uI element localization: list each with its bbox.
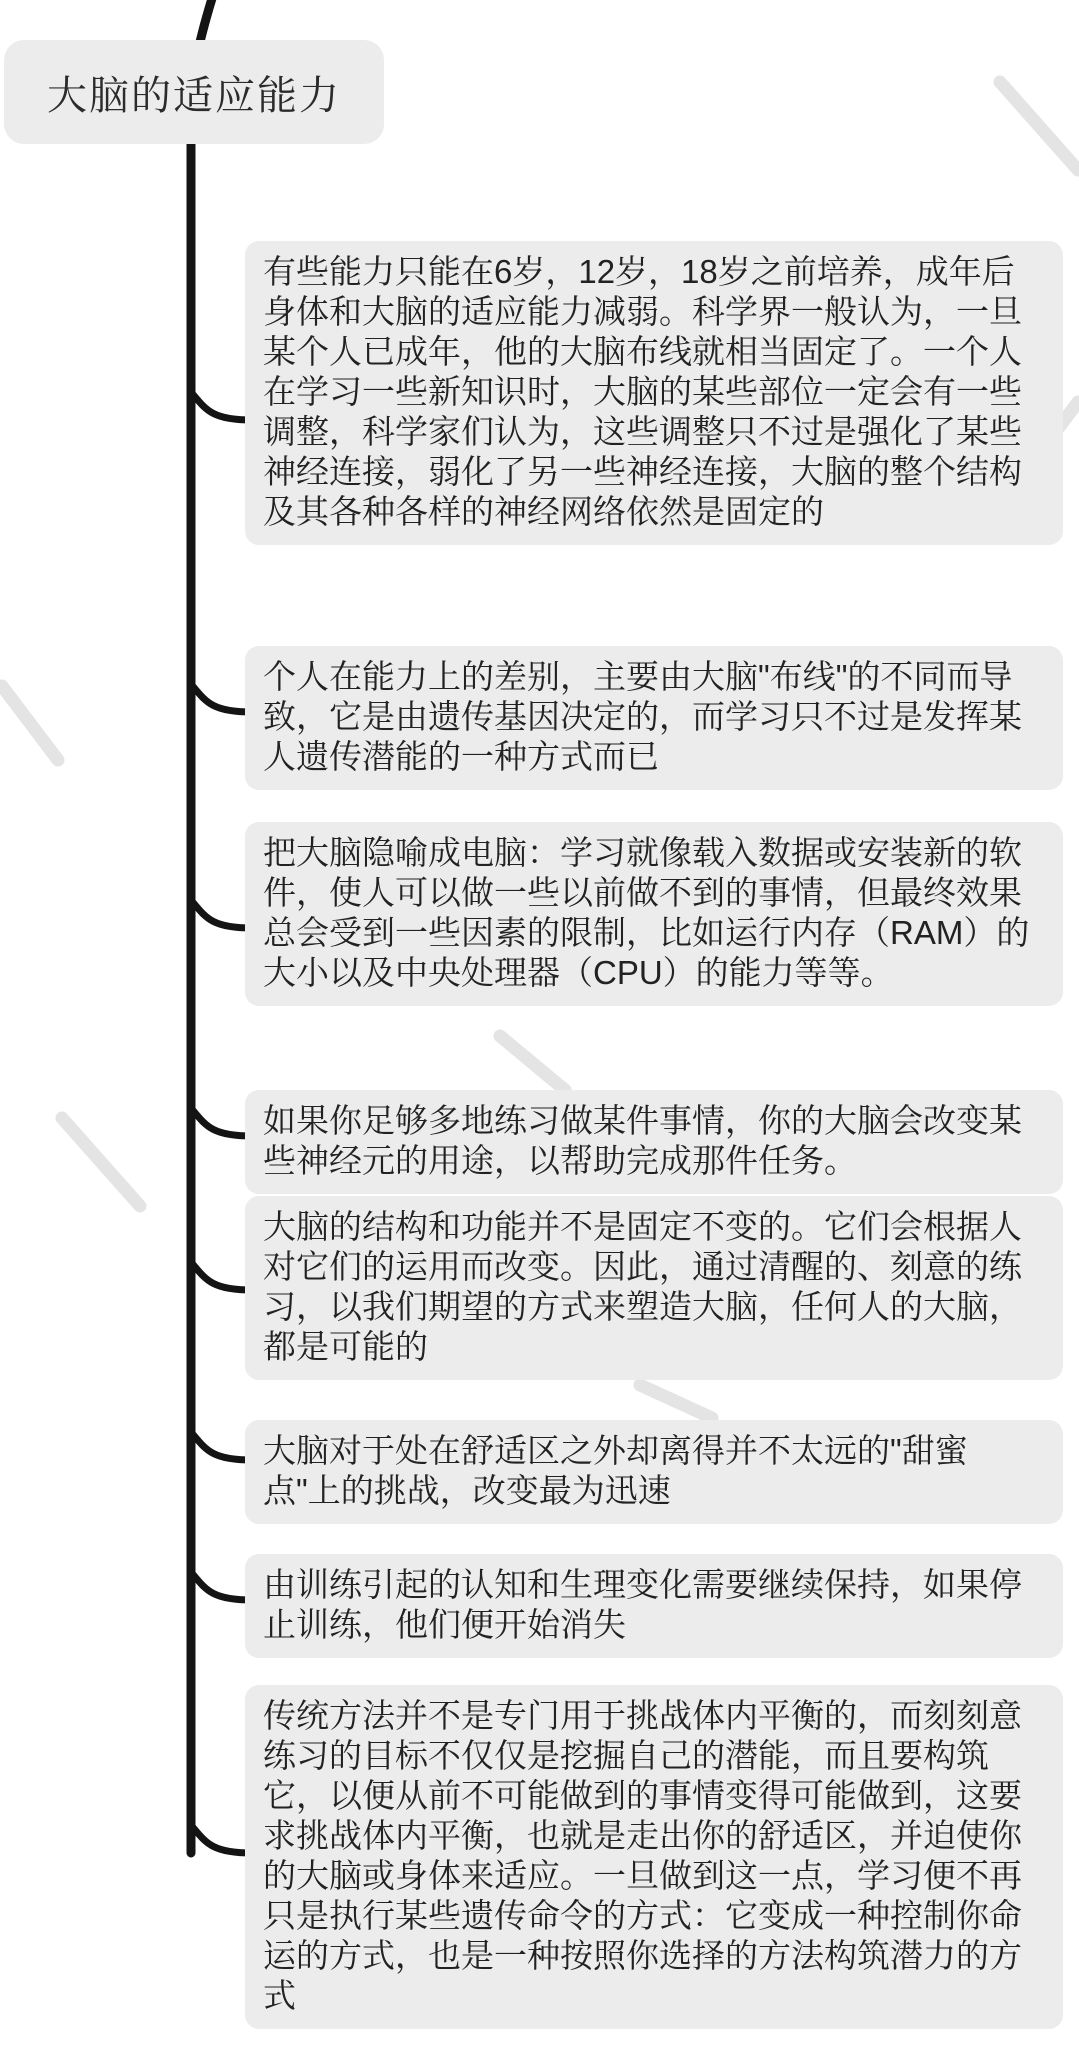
- child-topic-node-4[interactable]: 如果你足够多地练习做某件事情，你的大脑会改变某些神经元的用途，以帮助完成那件任务。: [245, 1090, 1063, 1194]
- child-topic-node-5[interactable]: 大脑的结构和功能并不是固定不变的。它们会根据人对它们的运用而改变。因此，通过清醒的、刻意的练习，以我们期望的方式来塑造大脑，任何人的大脑，都是可能的: [245, 1196, 1063, 1380]
- branch-connector-7: [191, 1572, 252, 1600]
- background-branch-left: [2, 686, 58, 760]
- branch-connector-4: [191, 1108, 252, 1136]
- root-topic-node[interactable]: 大脑的适应能力: [4, 40, 384, 144]
- child-topic-node-3[interactable]: 把大脑隐喻成电脑：学习就像载入数据或安装新的软件，使人可以做一些以前做不到的事情，但最终效果总会受到一些因素的限制，比如运行内存（RAM）的大小以及中央处理器（CPU）的能力等等。: [245, 822, 1063, 1006]
- background-branch-left-lower: [62, 1118, 140, 1206]
- child-topic-node-8[interactable]: 传统方法并不是专门用于挑战体内平衡的，而刻刻意练习的目标不仅仅是挖掘自己的潜能，而且要构筑它，以便从前不可能做到的事情变得可能做到，这要求挑战体内平衡，也就是走出你的舒适区，并迫使你的大脑或身体来适应。一旦做到这一点，学习便不再只是执行某些遗传命令的方式：它变成一种控制你命运的方式，也是一种按照你选择的方法构筑潜力的方式: [245, 1685, 1063, 2029]
- trunk-line: [191, 0, 214, 1853]
- child-topic-node-6[interactable]: 大脑对于处在舒适区之外却离得并不太远的"甜蜜点"上的挑战，改变最为迅速: [245, 1420, 1063, 1524]
- branch-connector-3: [191, 900, 252, 928]
- child-topic-node-1[interactable]: 有些能力只能在6岁，12岁，18岁之前培养，成年后身体和大脑的适应能力减弱。科学界一般认为，一旦某个人已成年，他的大脑布线就相当固定了。一个人在学习一些新知识时，大脑的某些部位一定会有一些调整，科学家们认为，这些调整只不过是强化了某些神经连接，弱化了另一些神经连接，大脑的整个结构及其各种各样的神经网络依然是固定的: [245, 241, 1063, 545]
- child-topic-node-7[interactable]: 由训练引起的认知和生理变化需要继续保持，如果停止训练，他们便开始消失: [245, 1554, 1063, 1658]
- branch-connector-8: [191, 1825, 252, 1853]
- branch-connector-5: [191, 1262, 252, 1290]
- background-branch-gap: [640, 1385, 712, 1418]
- branch-connectors: [191, 392, 252, 1853]
- child-topic-node-2[interactable]: 个人在能力上的差别，主要由大脑"布线"的不同而导致，它是由遗传基因决定的，而学习只不过是发挥某人遗传潜能的一种方式而已: [245, 646, 1063, 790]
- background-branch-mid: [500, 1036, 565, 1090]
- branch-connector-2: [191, 684, 252, 712]
- branch-connector-6: [191, 1432, 252, 1460]
- background-branch-top-right: [1000, 82, 1078, 170]
- branch-connector-1: [191, 392, 252, 420]
